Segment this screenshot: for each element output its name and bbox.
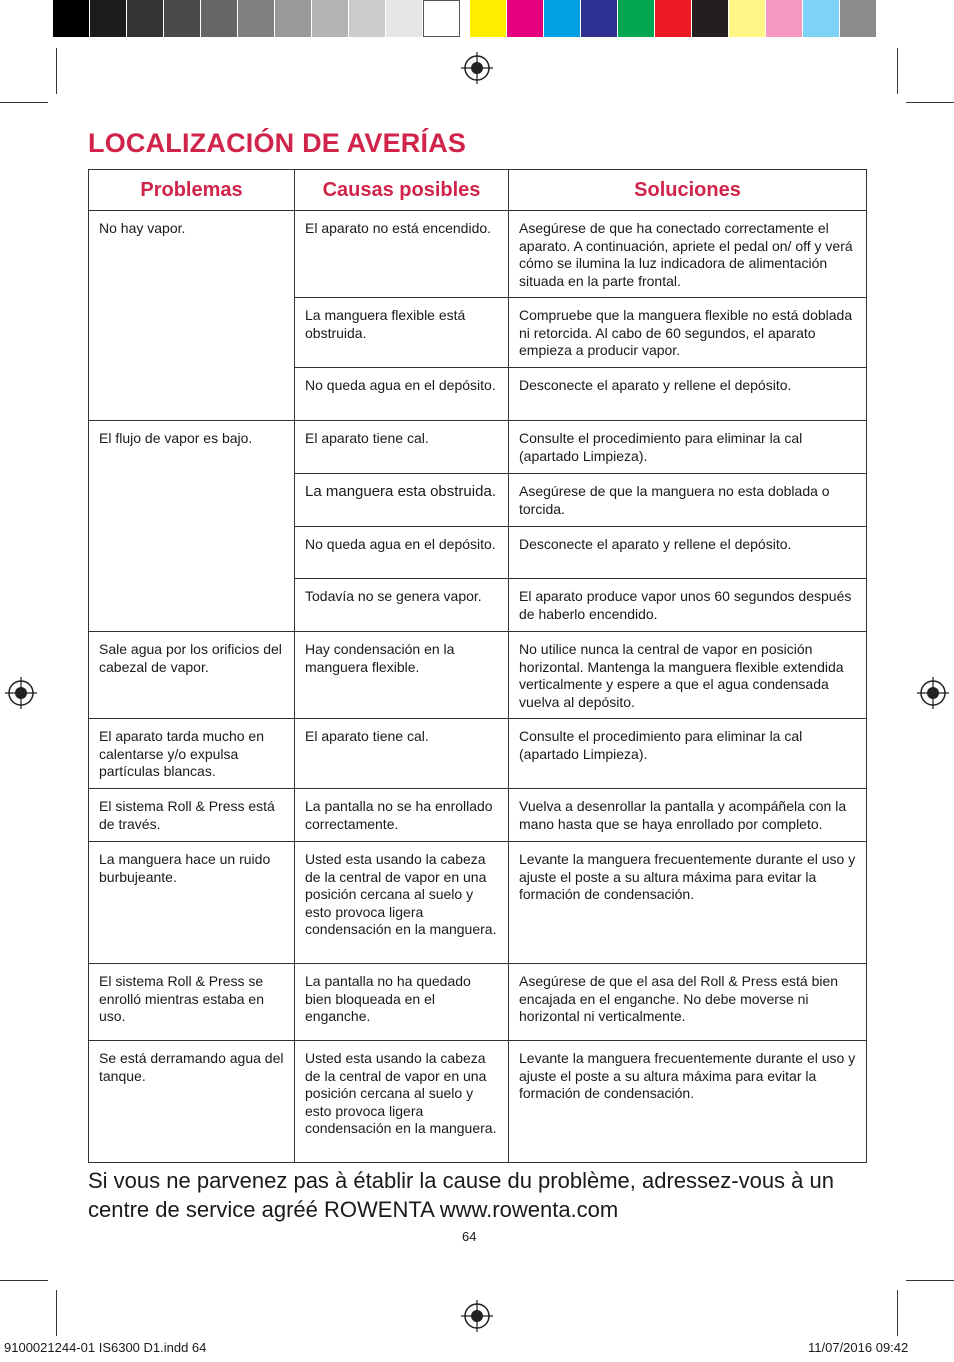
- troubleshooting-table: [88, 169, 867, 1163]
- cause-cell: Usted esta usando la cabeza de la central de vapor en una posición cercana al suelo y esto provoca ligera condensación en la manguera.: [295, 1041, 509, 1163]
- registration-mark-icon: [461, 1300, 493, 1332]
- cause-cell: No queda agua en el depósito.: [295, 527, 509, 579]
- table-row: [89, 211, 867, 298]
- color-swatch: [729, 0, 766, 37]
- cause-cell: No queda agua en el depósito.: [295, 368, 509, 421]
- color-swatch: [470, 0, 507, 37]
- problem-cell: Se está derramando agua del tanque.: [89, 1041, 295, 1163]
- color-swatch: [423, 0, 460, 37]
- cause-cell: La manguera esta obstruida.: [295, 474, 509, 527]
- color-swatch: [507, 0, 544, 37]
- solution-cell: Consulte el procedimiento para eliminar la cal (apartado Limpieza).: [509, 719, 867, 789]
- printer-color-bar: [53, 0, 877, 40]
- cause-cell: Todavía no se genera vapor.: [295, 579, 509, 632]
- cause-cell: Hay condensación en la manguera flexible.: [295, 632, 509, 719]
- color-swatch: [164, 0, 201, 37]
- cause-cell: El aparato no está encendido.: [295, 211, 509, 298]
- crop-mark: [906, 1280, 954, 1281]
- color-swatch: [201, 0, 238, 37]
- table-row: [89, 421, 867, 474]
- color-swatch: [238, 0, 275, 37]
- crop-mark: [906, 102, 954, 103]
- registration-mark-icon: [461, 52, 493, 84]
- color-swatch: [53, 0, 90, 37]
- crop-mark: [0, 102, 48, 103]
- problem-cell: El aparato tarda mucho en calentarse y/o expulsa partículas blancas.: [89, 719, 295, 789]
- problem-cell: El sistema Roll & Press está de través.: [89, 789, 295, 842]
- crop-mark: [56, 48, 57, 94]
- color-swatch: [544, 0, 581, 37]
- table-row: [89, 632, 867, 719]
- color-swatch: [581, 0, 618, 37]
- crop-mark: [0, 1280, 48, 1281]
- color-swatch: [386, 0, 423, 37]
- solution-cell: Asegúrese de que ha conectado correctamente el aparato. A continuación, apriete el pedal on/ off y verá cómo se ilumina la luz indicadora de alimentación situada en la parte frontal.: [509, 211, 867, 298]
- solution-cell: Asegúrese de que el asa del Roll & Press está bien encajada en el enganche. No debe moverse ni horizontal ni verticalmente.: [509, 964, 867, 1041]
- solution-cell: Asegúrese de que la manguera no esta doblada o torcida.: [509, 474, 867, 527]
- color-swatch: [840, 0, 877, 37]
- color-swatch: [127, 0, 164, 37]
- solution-cell: No utilice nunca la central de vapor en posición horizontal. Mantenga la manguera flexible extendida verticalmente y espere a que el agua condensada vuelva al depósito.: [509, 632, 867, 719]
- table-header-row: [89, 170, 867, 211]
- cause-cell: La manguera flexible está obstruida.: [295, 298, 509, 368]
- solution-cell: Levante la manguera frecuentemente durante el uso y ajuste el poste a su altura máxima para evitar la formación de condensación.: [509, 1041, 867, 1163]
- color-swatch: [312, 0, 349, 37]
- solution-cell: Desconecte el aparato y rellene el depósito.: [509, 527, 867, 579]
- print-slug-file: 9100021244-01 IS6300 D1.indd 64: [4, 1340, 207, 1355]
- cause-cell: La pantalla no se ha enrollado correctamente.: [295, 789, 509, 842]
- cause-cell: El aparato tiene cal.: [295, 421, 509, 474]
- color-swatch: [349, 0, 386, 37]
- page-title: LOCALIZACIÓN DE AVERÍAS: [88, 128, 467, 158]
- print-slug-date: 11/07/2016 09:42: [808, 1340, 909, 1355]
- color-swatch: [692, 0, 729, 37]
- color-swatch: [655, 0, 692, 37]
- table-row: [89, 842, 867, 964]
- crop-mark: [897, 1290, 898, 1336]
- color-swatch: [766, 0, 803, 37]
- page-number: 64: [462, 1229, 477, 1244]
- registration-mark-icon: [5, 677, 37, 709]
- solution-cell: Desconecte el aparato y rellene el depósito.: [509, 368, 867, 421]
- problem-cell: El flujo de vapor es bajo.: [89, 421, 295, 632]
- header-solutions: Soluciones: [509, 170, 867, 211]
- registration-mark-icon: [917, 677, 949, 709]
- solution-cell: El aparato produce vapor unos 60 segundos después de haberlo encendido.: [509, 579, 867, 632]
- crop-mark: [56, 1290, 57, 1336]
- solution-cell: Levante la manguera frecuentemente durante el uso y ajuste el poste a su altura máxima para evitar la formación de condensación.: [509, 842, 867, 964]
- header-causes: Causas posibles: [295, 170, 509, 211]
- crop-mark: [897, 48, 898, 94]
- table-row: [89, 789, 867, 842]
- color-swatch: [275, 0, 312, 37]
- swatch-gap: [460, 0, 470, 40]
- problem-cell: No hay vapor.: [89, 211, 295, 421]
- service-note: Si vous ne parvenez pas à établir la cause du problème, adressez-vous à un centre de service agréé ROWENTA www.rowenta.com: [88, 1168, 834, 1222]
- table-row: [89, 719, 867, 789]
- problem-cell: La manguera hace un ruido burbujeante.: [89, 842, 295, 964]
- cause-cell: Usted esta usando la cabeza de la central de vapor en una posición cercana al suelo y esto provoca ligera condensación en la manguera.: [295, 842, 509, 964]
- color-swatch: [90, 0, 127, 37]
- header-problems: Problemas: [89, 170, 295, 211]
- cause-cell: El aparato tiene cal.: [295, 719, 509, 789]
- table-row: [89, 1041, 867, 1163]
- problem-cell: El sistema Roll & Press se enrolló mientras estaba en uso.: [89, 964, 295, 1041]
- solution-cell: Vuelva a desenrollar la pantalla y acompáñela con la mano hasta que se haya enrollado por completo.: [509, 789, 867, 842]
- color-swatch: [803, 0, 840, 37]
- solution-cell: Consulte el procedimiento para eliminar la cal (apartado Limpieza).: [509, 421, 867, 474]
- color-swatch: [618, 0, 655, 37]
- problem-cell: Sale agua por los orificios del cabezal de vapor.: [89, 632, 295, 719]
- cause-cell: La pantalla no ha quedado bien bloqueada en el enganche.: [295, 964, 509, 1041]
- table-row: [89, 964, 867, 1041]
- solution-cell: Compruebe que la manguera flexible no está doblada ni retorcida. Al cabo de 60 segundos, el aparato empieza a producir vapor.: [509, 298, 867, 368]
